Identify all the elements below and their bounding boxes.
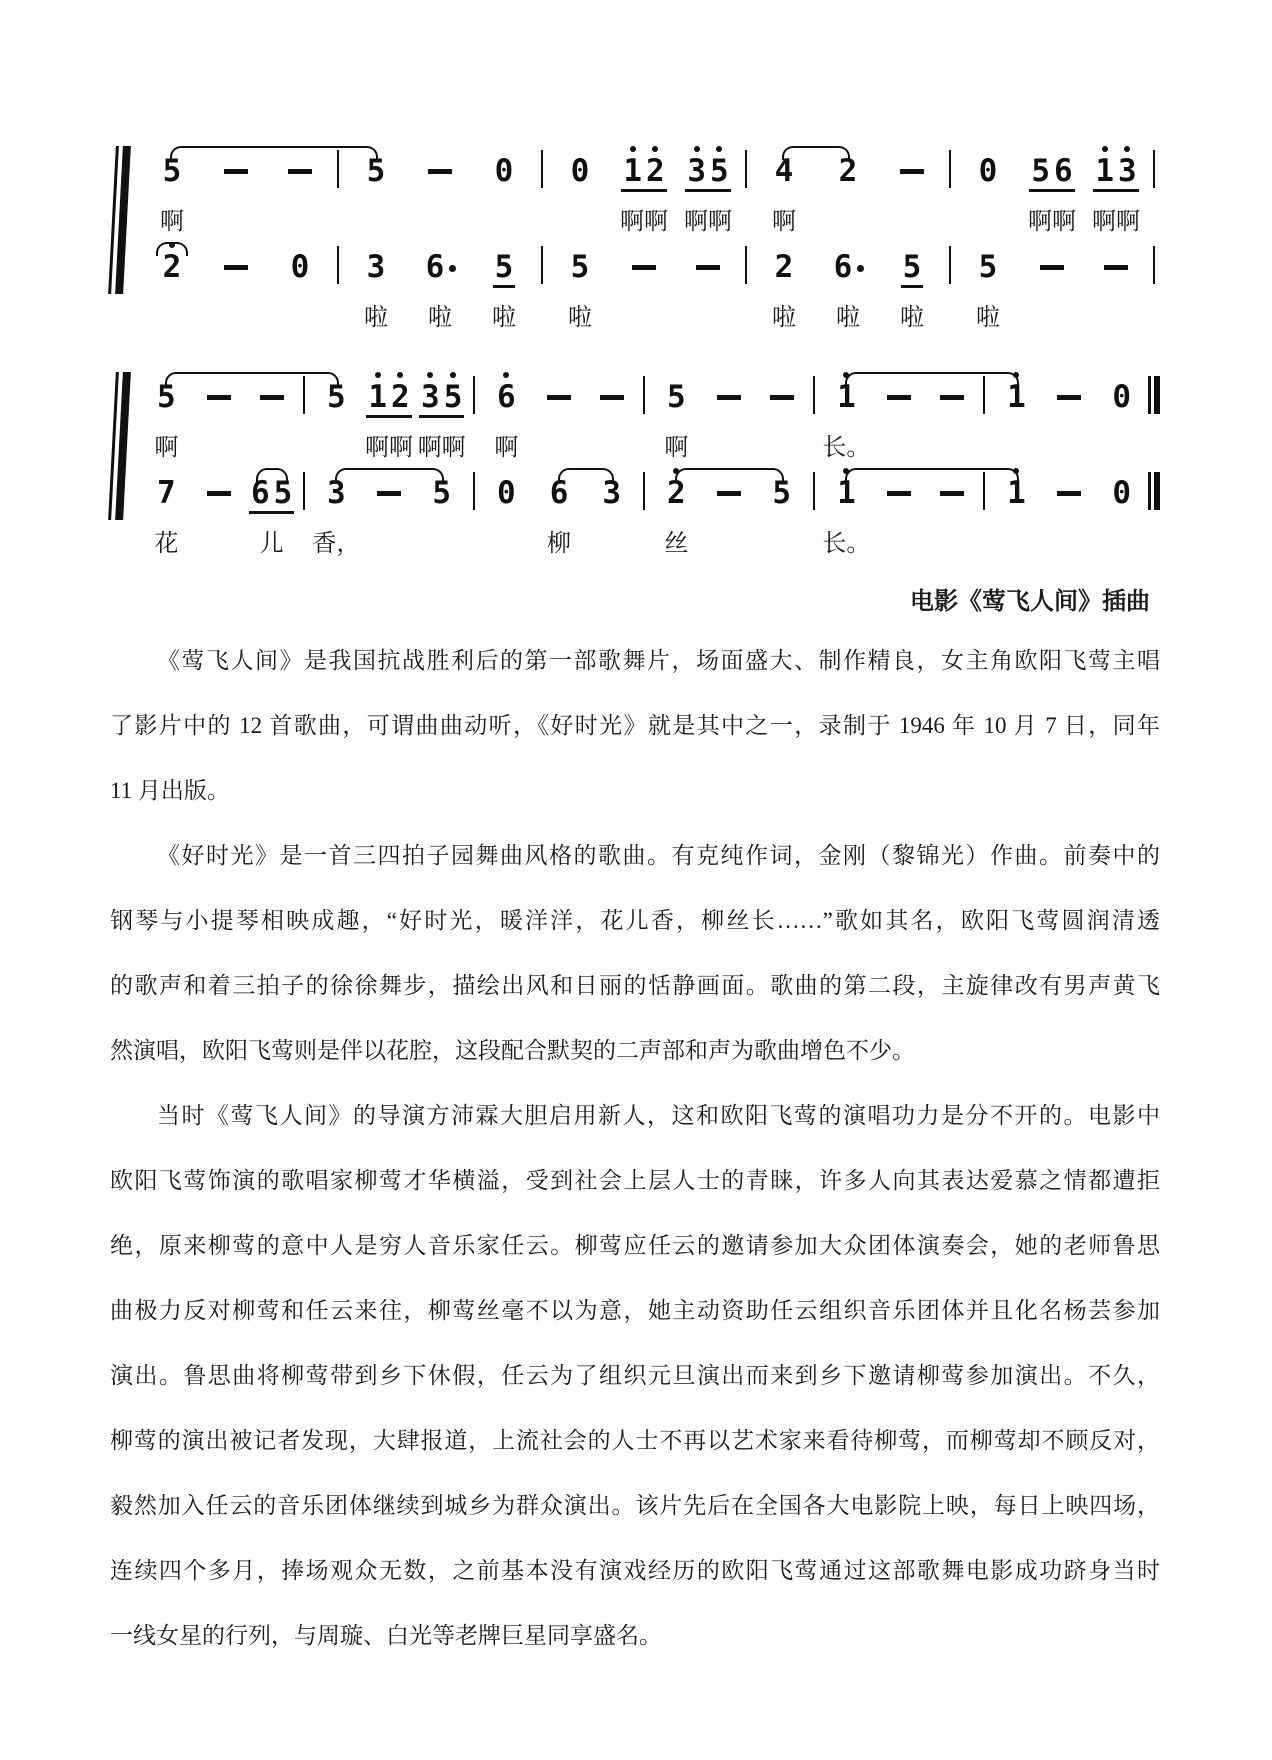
jianpu-note xyxy=(344,148,408,244)
jianpu-barline xyxy=(1148,244,1160,340)
note-digit: 0 xyxy=(570,152,590,189)
duration-dash xyxy=(696,265,720,270)
jianpu-note xyxy=(820,470,873,566)
jianpu-dash xyxy=(755,374,808,470)
jianpu-lyric: 啦 xyxy=(428,304,452,331)
jianpu-barline xyxy=(638,374,650,470)
note-digit: 0 xyxy=(978,152,998,189)
octave-dot-icon xyxy=(1124,146,1130,152)
jianpu-note xyxy=(310,470,363,566)
jianpu-note xyxy=(140,470,193,566)
jianpu-note xyxy=(1095,374,1148,470)
jianpu-barline xyxy=(740,244,752,340)
barline-mark xyxy=(541,150,544,188)
jianpu-dash xyxy=(245,374,298,470)
note-digit: 2 xyxy=(644,156,667,186)
note-digit: 0 xyxy=(1112,474,1132,511)
barline-mark xyxy=(1148,472,1151,510)
text-line-p3-7: 毅然加入任云的音乐团体继续到城乡为群众演出。该片先后在全国各大电影院上映，每日上映四场， xyxy=(110,1493,1160,1518)
note-digit: 5 xyxy=(494,248,514,285)
jianpu-lyric: 丝 xyxy=(664,530,689,557)
jianpu-dash xyxy=(193,470,246,566)
duration-dash xyxy=(428,169,452,174)
jianpu-barline xyxy=(944,148,956,244)
note-digit: 2 xyxy=(838,152,858,189)
duration-dash xyxy=(770,395,794,400)
jianpu-dash xyxy=(204,244,268,340)
augmentation-dot-icon xyxy=(449,265,456,272)
jianpu-barline xyxy=(298,374,310,470)
jianpu-dash xyxy=(925,470,978,566)
jianpu-note xyxy=(990,470,1043,566)
barline-mark xyxy=(813,472,816,510)
duration-dash xyxy=(207,395,231,400)
note-digit: 3 xyxy=(1116,156,1139,186)
jianpu-lyric: 花 xyxy=(154,530,179,557)
jianpu-dash xyxy=(408,148,472,244)
jianpu-lyric: 啦 xyxy=(568,304,592,331)
text-line-p1-1: 《莺飞人间》是我国抗战胜利后的第一部歌舞片，场面盛大、制作精良，女主角欧阳飞莺主唱 xyxy=(157,648,1160,673)
jianpu-note xyxy=(472,148,536,244)
jianpu-note xyxy=(820,374,873,470)
note-digit: 3 xyxy=(685,156,708,186)
jianpu-voice-1 xyxy=(140,148,1160,244)
note-digit: 6 xyxy=(251,474,270,511)
barline-mark xyxy=(303,472,306,510)
note-digit: 5 xyxy=(442,382,465,412)
note-digit: 1 xyxy=(366,382,389,412)
jianpu-barline xyxy=(1148,470,1160,566)
jianpu-note xyxy=(956,244,1020,340)
barline-mark xyxy=(745,246,748,284)
jianpu-voice-2 xyxy=(140,244,1160,340)
jianpu-lyric: 长。 xyxy=(822,530,871,557)
jianpu-barline xyxy=(740,148,752,244)
jianpu-score xyxy=(110,148,1160,566)
note-digit: 5 xyxy=(978,248,998,285)
text-line-p3-3: 绝，原来柳莺的意中人是穷人音乐家任云。柳莺应任云的邀请参加大众团体演奏会，她的老师鲁思 xyxy=(110,1233,1160,1258)
barline-mark xyxy=(643,472,646,510)
note-digit: 6 xyxy=(549,474,569,511)
jianpu-note xyxy=(268,244,332,340)
duration-dash xyxy=(887,395,911,400)
jianpu-dash xyxy=(1043,470,1096,566)
jianpu-lyric: 啊啊 xyxy=(365,434,414,461)
final-barline-mark xyxy=(1154,472,1160,510)
jianpu-note xyxy=(140,148,204,244)
jianpu-note xyxy=(650,374,703,470)
text-line-p3-9: 一线女星的行列，与周璇、白光等老牌巨星同享盛名。 xyxy=(110,1623,662,1648)
slur-arc xyxy=(845,468,1019,482)
jianpu-barline xyxy=(808,374,820,470)
jianpu-note xyxy=(363,374,416,470)
slur-arc xyxy=(335,468,444,482)
note-digit: 5 xyxy=(1031,152,1050,189)
jianpu-note xyxy=(650,470,703,566)
jianpu-barline xyxy=(944,244,956,340)
jianpu-note xyxy=(612,148,676,244)
note-digit: 5 xyxy=(432,474,452,511)
text-line-p3-2: 欧阳飞莺饰演的歌唱家柳莺才华横溢，受到社会上层人士的青睐，许多人向其表达爱慕之情都遭拒 xyxy=(110,1168,1160,1193)
system-bracket xyxy=(108,372,131,520)
barline-mark xyxy=(813,376,816,414)
duration-dash xyxy=(632,265,656,270)
jianpu-note xyxy=(140,244,204,340)
note-digit: 0 xyxy=(497,474,516,511)
jianpu-note xyxy=(480,374,533,470)
jianpu-note xyxy=(140,374,193,470)
jianpu-lyric: 啊啊 xyxy=(620,208,668,235)
text-line-p3-6: 柳莺的演出被记者发现，大肆报道，上流社会的人士不再以艺术家来看待柳莺，而柳莺却不顾反对， xyxy=(110,1428,1160,1453)
note-digit: 1 xyxy=(835,478,858,508)
jianpu-lyric: 啊 xyxy=(154,434,179,461)
jianpu-lyric: 啦 xyxy=(364,304,388,331)
jianpu-dash xyxy=(1020,244,1084,340)
note-digit: 2 xyxy=(774,248,794,285)
note-digit: 3 xyxy=(366,248,386,285)
jianpu-dash xyxy=(612,244,676,340)
text-line-p2-2: 钢琴与小提琴相映成趣，“好时光，暖洋洋，花儿香，柳丝长……”歌如其名，欧阳飞莺圆润清透 xyxy=(110,908,1160,933)
note-digit: 5 xyxy=(327,378,346,415)
jianpu-note xyxy=(472,244,536,340)
jianpu-dash xyxy=(703,374,756,470)
slur-arc xyxy=(558,468,614,482)
jianpu-lyric: 啦 xyxy=(836,304,860,331)
duration-dash xyxy=(887,491,911,496)
score-system-2 xyxy=(110,374,1160,566)
jianpu-lyric: 长。 xyxy=(822,434,871,461)
note-digit: 2 xyxy=(161,252,184,282)
note-digit: 5 xyxy=(162,152,182,189)
jianpu-note xyxy=(816,148,880,244)
jianpu-dash xyxy=(204,148,268,244)
note-digit: 1 xyxy=(1093,156,1116,186)
jianpu-dash xyxy=(1084,244,1148,340)
note-digit: 5 xyxy=(366,152,386,189)
jianpu-dash xyxy=(873,470,926,566)
jianpu-note xyxy=(245,470,298,566)
jianpu-note xyxy=(480,470,533,566)
octave-dot-icon xyxy=(716,146,722,152)
jianpu-note xyxy=(310,374,363,470)
slur-arc xyxy=(782,146,850,160)
jianpu-note xyxy=(344,244,408,340)
barline-mark xyxy=(1148,376,1151,414)
jianpu-barline xyxy=(1148,148,1160,244)
note-digit: 2 xyxy=(389,382,412,412)
note-digit: 3 xyxy=(419,382,442,412)
duration-dash xyxy=(260,395,284,400)
note-digit: 6 xyxy=(1054,152,1073,189)
jianpu-lyric: 啦 xyxy=(900,304,924,331)
jianpu-lyric: 啊啊 xyxy=(417,434,466,461)
augmentation-dot-icon xyxy=(857,265,864,272)
note-digit: 6 xyxy=(495,382,518,412)
jianpu-barline xyxy=(332,244,344,340)
jianpu-note xyxy=(415,374,468,470)
duration-dash xyxy=(1104,265,1128,270)
note-digit: 5 xyxy=(157,378,176,415)
duration-dash xyxy=(1057,491,1081,496)
slur-arc xyxy=(675,468,784,482)
jianpu-voice-1 xyxy=(140,374,1160,470)
jianpu-voice-2 xyxy=(140,470,1160,566)
final-barline-mark xyxy=(1154,376,1160,414)
text-line-p2-3: 的歌声和着三拍子的徐徐舞步，描绘出风和日丽的恬静画面。歌曲的第二段，主旋律改有男声黄飞 xyxy=(110,973,1160,998)
jianpu-dash xyxy=(880,148,944,244)
jianpu-dash xyxy=(1043,374,1096,470)
jianpu-note xyxy=(990,374,1043,470)
text-line-p3-4: 曲极力反对柳莺和任云来往，柳莺丝毫不以为意，她主动资助任云组织音乐团体并且化名杨芸参加 xyxy=(110,1298,1160,1323)
duration-dash xyxy=(1057,395,1081,400)
barline-mark xyxy=(949,150,952,188)
duration-dash xyxy=(600,395,624,400)
jianpu-note xyxy=(548,244,612,340)
jianpu-dash xyxy=(533,374,586,470)
note-digit: 5 xyxy=(667,378,686,415)
duration-dash xyxy=(940,395,964,400)
jianpu-dash xyxy=(873,374,926,470)
jianpu-note xyxy=(752,244,816,340)
note-digit: 6 xyxy=(833,248,853,285)
note-digit: 0 xyxy=(494,152,514,189)
jianpu-lyric: 啦 xyxy=(976,304,1000,331)
jianpu-barline xyxy=(536,148,548,244)
system-bracket xyxy=(108,146,131,294)
jianpu-note xyxy=(755,470,808,566)
octave-dot-icon xyxy=(652,146,658,152)
octave-dot-icon xyxy=(694,146,700,152)
note-digit: 5 xyxy=(273,474,293,511)
note-digit: 6 xyxy=(425,248,445,285)
jianpu-dash xyxy=(703,470,756,566)
octave-dot-icon xyxy=(503,372,509,378)
slur-arc xyxy=(256,468,288,482)
jianpu-note xyxy=(676,148,740,244)
barline-mark xyxy=(337,246,340,284)
barline-mark xyxy=(541,246,544,284)
jianpu-note xyxy=(880,244,944,340)
score-system-1 xyxy=(110,148,1160,340)
slur-arc xyxy=(156,242,188,256)
note-digit: 5 xyxy=(902,248,922,285)
jianpu-note xyxy=(533,470,586,566)
jianpu-barline xyxy=(638,470,650,566)
note-digit: 0 xyxy=(290,248,310,285)
octave-dot-icon xyxy=(375,372,381,378)
note-digit: 1 xyxy=(1005,382,1028,412)
barline-mark xyxy=(1153,150,1156,188)
text-line-p2-1: 《好时光》是一首三四拍子园舞曲风格的歌曲。有克纯作词，金刚（黎锦光）作曲。前奏中的 xyxy=(157,843,1160,868)
jianpu-barline xyxy=(298,470,310,566)
note-digit: 3 xyxy=(327,474,346,511)
jianpu-dash xyxy=(676,244,740,340)
jianpu-lyric: 啊 xyxy=(160,208,184,235)
note-digit: 7 xyxy=(157,474,176,511)
jianpu-lyric: 啊 xyxy=(772,208,796,235)
jianpu-lyric: 啊 xyxy=(664,434,689,461)
duration-dash xyxy=(1040,265,1064,270)
slur-arc xyxy=(170,146,378,160)
text-line-p3-1: 当时《莺飞人间》的导演方沛霖大胆启用新人，这和欧阳飞莺的演唱功力是分不开的。电影中 xyxy=(157,1103,1160,1128)
note-digit: 1 xyxy=(1005,478,1028,508)
duration-dash xyxy=(224,265,248,270)
text-line-p1-2: 了影片中的 12 首歌曲，可谓曲曲动听，《好时光》就是其中之一，录制于 1946 年 10 月 7 日，同年 xyxy=(110,713,1160,738)
jianpu-note xyxy=(1095,470,1148,566)
jianpu-barline xyxy=(978,374,990,470)
octave-dot-icon xyxy=(450,372,456,378)
duration-dash xyxy=(288,169,312,174)
jianpu-lyric: 啦 xyxy=(772,304,796,331)
jianpu-lyric: 儿 xyxy=(259,530,284,557)
barline-mark xyxy=(643,376,646,414)
jianpu-lyric: 香， xyxy=(312,530,361,557)
jianpu-barline xyxy=(536,244,548,340)
jianpu-lyric: 啊 xyxy=(494,434,519,461)
jianpu-lyric: 啊啊 xyxy=(684,208,732,235)
jianpu-note xyxy=(752,148,816,244)
slur-arc xyxy=(165,372,339,386)
text-line-p1-3: 11 月出版。 xyxy=(110,778,230,803)
note-digit: 3 xyxy=(602,474,622,511)
duration-dash xyxy=(547,395,571,400)
jianpu-lyric: 啊啊 xyxy=(1092,208,1140,235)
note-digit: 1 xyxy=(835,382,858,412)
barline-mark xyxy=(1153,246,1156,284)
jianpu-lyric: 啦 xyxy=(492,304,516,331)
jianpu-dash xyxy=(268,148,332,244)
duration-dash xyxy=(717,395,741,400)
article-text xyxy=(110,628,1160,1668)
jianpu-barline xyxy=(1148,374,1160,470)
jianpu-note xyxy=(1084,148,1148,244)
jianpu-barline xyxy=(808,470,820,566)
note-digit: 0 xyxy=(1112,378,1132,415)
duration-dash xyxy=(940,491,964,496)
barline-mark xyxy=(473,376,476,414)
slur-arc xyxy=(845,372,1019,386)
note-digit: 2 xyxy=(665,478,688,508)
jianpu-note xyxy=(415,470,468,566)
jianpu-barline xyxy=(468,470,480,566)
barline-mark xyxy=(949,246,952,284)
text-line-p3-8: 连续四个多月，捧场观众无数，之前基本没有演戏经历的欧阳飞莺通过这部歌舞电影成功跻身当时 xyxy=(110,1558,1160,1583)
jianpu-note xyxy=(956,148,1020,244)
note-digit: 5 xyxy=(570,248,590,285)
text-line-p3-5: 演出。鲁思曲将柳莺带到乡下休假，任云为了组织元旦演出而来到乡下邀请柳莺参加演出。不久， xyxy=(110,1363,1160,1388)
octave-dot-icon xyxy=(630,146,636,152)
duration-dash xyxy=(377,491,401,496)
jianpu-note xyxy=(548,148,612,244)
octave-dot-icon xyxy=(397,372,403,378)
duration-dash xyxy=(224,169,248,174)
score-caption: 电影《莺飞人间》插曲 xyxy=(910,589,1150,615)
note-digit: 4 xyxy=(774,152,794,189)
duration-dash xyxy=(717,491,741,496)
barline-mark xyxy=(745,150,748,188)
text-line-p2-4: 然演唱，欧阳飞莺则是伴以花腔，这段配合默契的二声部和声为歌曲增色不少。 xyxy=(110,1038,915,1063)
jianpu-note xyxy=(816,244,880,340)
duration-dash xyxy=(900,169,924,174)
jianpu-dash xyxy=(585,374,638,470)
note-digit: 1 xyxy=(621,156,644,186)
jianpu-lyric: 啊啊 xyxy=(1028,208,1076,235)
jianpu-dash xyxy=(363,470,416,566)
note-digit: 5 xyxy=(772,474,792,511)
note-digit: 5 xyxy=(708,156,731,186)
jianpu-lyric: 柳 xyxy=(547,530,572,557)
octave-dot-icon xyxy=(1102,146,1108,152)
jianpu-note xyxy=(585,470,638,566)
duration-dash xyxy=(207,491,231,496)
jianpu-note xyxy=(408,244,472,340)
jianpu-barline xyxy=(332,148,344,244)
jianpu-dash xyxy=(925,374,978,470)
jianpu-note xyxy=(1020,148,1084,244)
octave-dot-icon xyxy=(427,372,433,378)
jianpu-barline xyxy=(978,470,990,566)
jianpu-dash xyxy=(193,374,246,470)
jianpu-barline xyxy=(468,374,480,470)
barline-mark xyxy=(473,472,476,510)
